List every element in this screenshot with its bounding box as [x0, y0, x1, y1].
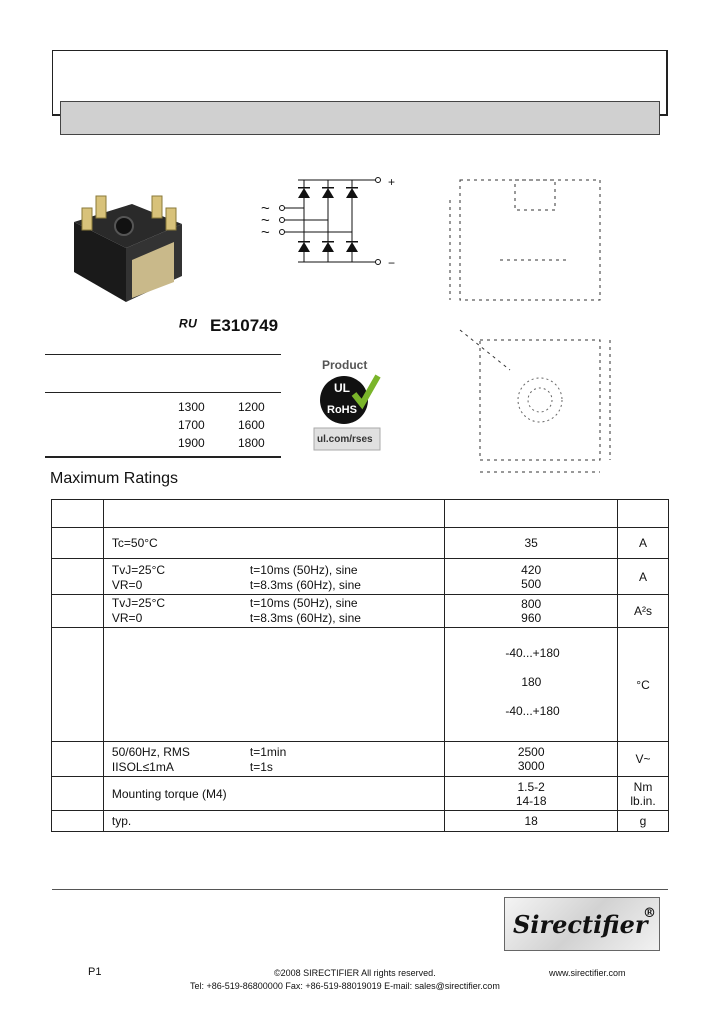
time-text: t=8.3ms (60Hz), sine — [249, 577, 361, 592]
time-text: t=8.3ms (60Hz), sine — [249, 611, 361, 625]
value-cell: 35 — [445, 528, 618, 559]
time-text: t=1s — [249, 759, 273, 774]
condition-text: 50/60Hz, RMS — [111, 744, 190, 759]
unit-cell: A — [618, 528, 669, 559]
ac-input-label-1: ~ — [261, 200, 270, 217]
page-number: P1 — [88, 966, 102, 978]
table-row — [52, 777, 669, 811]
value-cell: 18 — [445, 811, 618, 832]
value-text: 2500 — [517, 745, 545, 759]
value-text: 420 — [521, 562, 542, 577]
value-text: 500 — [521, 576, 542, 591]
badge-product-text: Product — [322, 358, 368, 372]
voltage-cell: 1600 — [238, 418, 265, 432]
table-row — [52, 742, 669, 777]
condition-text: TvJ=25°C — [111, 596, 166, 610]
voltage-cell: 1700 — [178, 418, 205, 432]
time-text: t=1min — [249, 744, 287, 759]
copyright-text: ©2008 SIRECTIFIER All rights reserved. — [274, 968, 436, 978]
badge-url-text: ul.com/rses — [317, 434, 373, 445]
value-text: 180 — [521, 674, 542, 689]
brand-name: Sirectifier — [513, 910, 648, 939]
dc-minus-label: − — [388, 256, 396, 270]
ratings-table — [51, 499, 669, 832]
ac-input-label-3: ~ — [261, 224, 270, 241]
table-header-row — [52, 500, 669, 528]
badge-rohs-text: RoHS — [327, 404, 357, 416]
footer-rule — [52, 889, 668, 890]
section-title: Maximum Ratings — [50, 470, 179, 487]
value-text: 3000 — [517, 759, 545, 773]
contact-text: Tel: +86-519-86800000 Fax: +86-519-88019019 E-mail: sales@sirectifier.com — [190, 981, 500, 991]
table-row — [52, 528, 669, 559]
condition-text: VR=0 — [111, 611, 143, 625]
voltage-cell: 1300 — [178, 400, 205, 414]
value-text: -40...+180 — [505, 703, 560, 718]
value-text: 14-18 — [515, 793, 547, 808]
condition-text: VR=0 — [111, 577, 143, 592]
table-row — [52, 811, 669, 832]
time-text: t=10ms (50Hz), sine — [249, 596, 358, 610]
ac-input-label-2: ~ — [261, 212, 270, 229]
unit-cell: A²s — [618, 595, 669, 628]
condition-text: Tc=50°C — [111, 536, 158, 550]
dc-plus-label: + — [388, 175, 396, 189]
registered-mark: ® — [643, 906, 656, 921]
bridge-circuit-diagram — [258, 170, 408, 275]
time-text: t=10ms (50Hz), sine — [249, 562, 358, 577]
value-text: 1.5-2 — [517, 779, 545, 794]
unit-cell: A — [618, 559, 669, 595]
condition-text: Mounting torque (M4) — [111, 786, 227, 801]
unit-cell: V~ — [618, 742, 669, 777]
unit-text: lb.in. — [630, 793, 656, 808]
condition-text: TvJ=25°C — [111, 562, 166, 577]
value-text: 960 — [521, 611, 542, 625]
table-row — [52, 628, 669, 742]
voltage-cell: 1200 — [238, 400, 265, 414]
voltage-table-header-rule — [45, 392, 281, 393]
header-title-bar — [60, 101, 660, 135]
ul-recognized-icon: ᴿᵁ — [178, 316, 197, 336]
condition-text: typ. — [111, 814, 132, 828]
condition-text: IISOL≤1mA — [111, 759, 174, 774]
product-photo — [62, 190, 202, 310]
table-row — [52, 559, 669, 595]
voltage-table-bottom-rule — [45, 456, 281, 458]
value-text: 800 — [521, 597, 542, 611]
voltage-cell: 1900 — [178, 436, 205, 450]
package-outline-drawing — [440, 170, 640, 490]
ul-file-number: E310749 — [210, 316, 279, 335]
table-row — [52, 595, 669, 628]
unit-cell: g — [618, 811, 669, 832]
voltage-table-top-rule — [45, 354, 281, 355]
voltage-cell: 1800 — [238, 436, 265, 450]
unit-text: Nm — [633, 779, 653, 794]
svg-text:UL: UL — [334, 381, 350, 395]
unit-cell: °C — [618, 628, 669, 742]
value-text: -40...+180 — [505, 645, 560, 660]
brand-logo — [504, 897, 660, 951]
website-text: www.sirectifier.com — [549, 968, 626, 978]
